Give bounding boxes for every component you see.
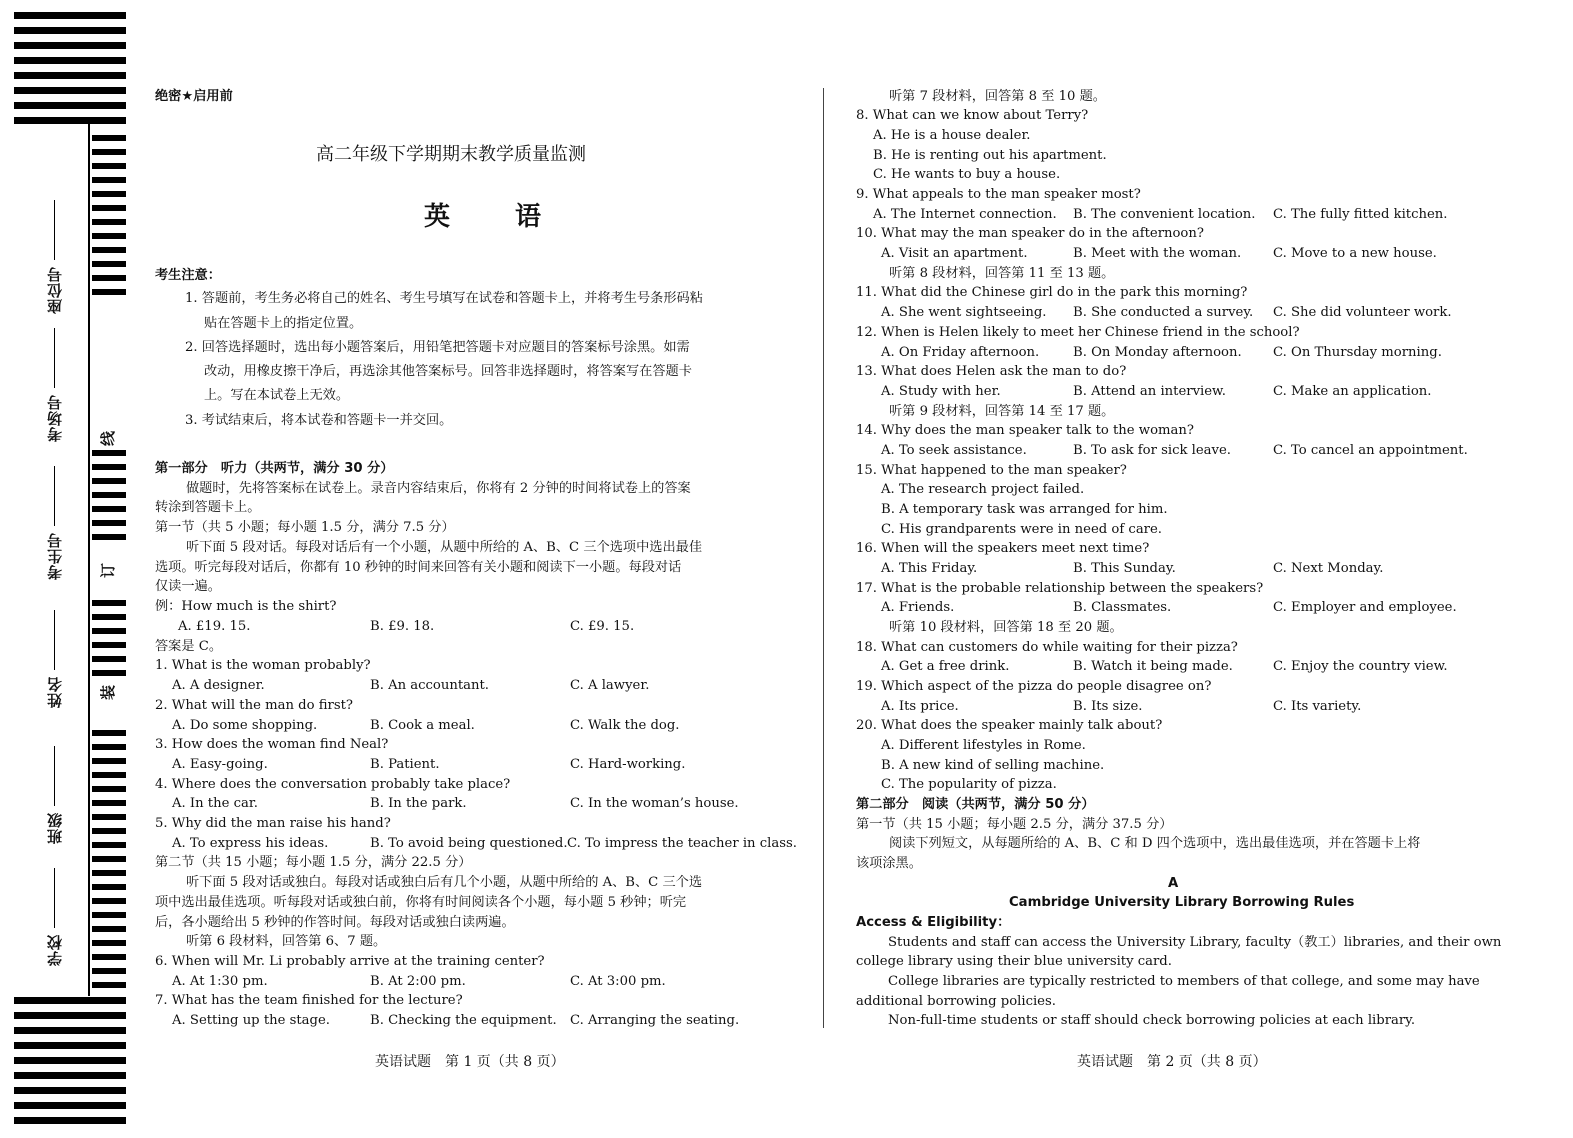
question: 9. What appeals to the man speaker most? <box>856 187 1141 202</box>
stripe <box>92 786 126 792</box>
student-number-label: 考生号 <box>46 532 64 580</box>
stripe <box>92 534 126 540</box>
stripe <box>92 828 126 834</box>
option: C. In the woman’s house. <box>570 796 739 811</box>
option: B. A temporary task was arranged for him. <box>881 502 1168 517</box>
name-field[interactable] <box>44 610 65 708</box>
part1-heading: 第一部分 听力（共两节，满分 30 分） <box>155 461 394 476</box>
stripe <box>92 800 126 806</box>
stripe <box>92 912 126 918</box>
passage-para: Non-full-time students or staff should check borrowing policies at each library. <box>888 1013 1416 1028</box>
stripe <box>14 57 126 64</box>
segment-heading: 听第 8 段材料，回答第 11 至 13 题。 <box>889 266 1115 281</box>
option: C. Make an application. <box>1273 384 1432 399</box>
stripe <box>92 450 126 456</box>
option: C. The fully fitted kitchen. <box>1273 207 1448 222</box>
seat-number-field[interactable] <box>44 200 65 314</box>
passage-para: Students and staff can access the University Library, faculty（教工）libraries, and their own <box>888 935 1502 950</box>
passage-para: additional borrowing policies. <box>856 994 1056 1009</box>
stripe <box>14 102 126 109</box>
passage-para: College libraries are typically restricted to members of that college, and some may have <box>888 974 1480 989</box>
stripe <box>14 1012 126 1019</box>
stripe <box>92 478 126 484</box>
option: C. At 3:00 pm. <box>570 974 666 989</box>
exam-room-label: 考场号 <box>46 394 64 442</box>
option: A. Friends. <box>881 600 955 615</box>
segment-heading: 听第 9 段材料，回答第 14 至 17 题。 <box>889 404 1115 419</box>
option: B. At 2:00 pm. <box>370 974 466 989</box>
section2-intro: 听下面 5 段对话或独白。每段对话或独白后有几个小题，从题中所给的 A、B、C 三个选 <box>186 875 703 890</box>
notice-item: 3. 考试结束后，将本试卷和答题卡一并交回。 <box>185 413 453 428</box>
stripe <box>92 884 126 890</box>
option: C. Its variety. <box>1273 699 1362 714</box>
stripe <box>92 870 126 876</box>
option: A. The research project failed. <box>881 482 1085 497</box>
option: B. Patient. <box>370 757 440 772</box>
option: C. To cancel an appointment. <box>1273 443 1468 458</box>
stripe <box>92 464 126 470</box>
part2-intro: 该项涂黑。 <box>856 856 922 871</box>
binding-mark-line: 线 <box>99 430 118 447</box>
notice-heading: 考生注意： <box>155 268 221 283</box>
stripe <box>92 772 126 778</box>
option: C. Enjoy the country view. <box>1273 659 1448 674</box>
stripe <box>14 1087 126 1094</box>
exam-title: 高二年级下学期期末教学质量监测 <box>316 144 586 165</box>
option: C. Next Monday. <box>1273 561 1384 576</box>
secret-label: 绝密★启用前 <box>155 89 233 104</box>
option: A. A designer. <box>172 678 265 693</box>
stripe <box>92 233 126 239</box>
option: B. Its size. <box>1073 699 1143 714</box>
stripe <box>92 954 126 960</box>
exam-room-field[interactable] <box>44 328 65 442</box>
page-footer-left: 英语试题 第 1 页（共 8 页） <box>375 1054 565 1070</box>
option: B. He is renting out his apartment. <box>873 148 1107 163</box>
stripe <box>14 12 126 19</box>
option: A. To express his ideas. <box>172 836 329 851</box>
stripe <box>14 1042 126 1049</box>
school-field[interactable] <box>44 868 65 966</box>
question: 3. How does the woman find Neal? <box>155 737 389 752</box>
option: A. He is a house dealer. <box>873 128 1031 143</box>
part1-intro: 转涂到答题卡上。 <box>155 500 261 515</box>
segment-heading: 听第 6 段材料，回答第 6、7 题。 <box>186 934 387 949</box>
binding-mark-bind: 装 <box>99 684 118 701</box>
stripe <box>92 898 126 904</box>
option: B. The convenient location. <box>1073 207 1256 222</box>
question: 1. What is the woman probably? <box>155 658 371 673</box>
stripe <box>92 614 126 620</box>
part1-intro: 做题时，先将答案标在试卷上。录音内容结束后，你将有 2 分钟的时间将试卷上的答案 <box>186 481 691 496</box>
option: A. This Friday. <box>881 561 978 576</box>
option: A. In the car. <box>172 796 258 811</box>
question: 13. What does Helen ask the man to do? <box>856 364 1127 379</box>
section1-intro: 选项。听完每段对话后，你都有 10 秒钟的时间来回答有关小题和阅读下一小题。每段对话 <box>155 560 682 575</box>
page-footer-right: 英语试题 第 2 页（共 8 页） <box>1077 1054 1267 1070</box>
passage-letter: A <box>1168 876 1179 891</box>
stripe <box>92 219 126 225</box>
example-question: 例：How much is the shirt? <box>155 599 337 614</box>
question: 15. What happened to the man speaker? <box>856 463 1127 478</box>
stripe <box>14 42 126 49</box>
stripe <box>92 275 126 281</box>
section2-heading: 第二节（共 15 小题；每小题 1.5 分，满分 22.5 分） <box>155 855 472 870</box>
stripe <box>92 758 126 764</box>
option: B. This Sunday. <box>1073 561 1176 576</box>
part2-section1-heading: 第一节（共 15 小题；每小题 2.5 分，满分 37.5 分） <box>856 817 1173 832</box>
stripe <box>92 628 126 634</box>
stripe <box>14 117 126 124</box>
option: A. To seek assistance. <box>881 443 1027 458</box>
question: 20. What does the speaker mainly talk about? <box>856 718 1163 733</box>
stripe <box>92 856 126 862</box>
option: A. Get a free drink. <box>881 659 1010 674</box>
segment-heading: 听第 10 段材料，回答第 18 至 20 题。 <box>889 620 1123 635</box>
notice-item: 2. 回答选择题时，选出每小题答案后，用铅笔把答题卡对应题目的答案标号涂黑。如需 <box>185 340 690 355</box>
stripe <box>92 842 126 848</box>
option: B. To ask for sick leave. <box>1073 443 1231 458</box>
stripe <box>92 744 126 750</box>
question: 17. What is the probable relationship between the speakers? <box>856 581 1264 596</box>
stripe <box>92 149 126 155</box>
option: C. Employer and employee. <box>1273 600 1457 615</box>
option: A. At 1:30 pm. <box>172 974 268 989</box>
option: C. The popularity of pizza. <box>881 777 1057 792</box>
question: 12. When is Helen likely to meet her Chinese friend in the school? <box>856 325 1300 340</box>
option: A. Study with her. <box>881 384 1001 399</box>
stripe <box>14 1072 126 1079</box>
stripe <box>92 205 126 211</box>
stripe <box>14 27 126 34</box>
option: A. On Friday afternoon. <box>881 345 1040 360</box>
binding-rule <box>88 124 90 996</box>
school-label: 学校 <box>46 934 64 966</box>
option: B. On Monday afternoon. <box>1073 345 1242 360</box>
section1-heading: 第一节（共 5 小题；每小题 1.5 分，满分 7.5 分） <box>155 520 455 535</box>
section2-intro: 后，各小题给出 5 秒钟的作答时间。每段对话或独白读两遍。 <box>155 915 515 930</box>
stripe <box>92 261 126 267</box>
part2-heading: 第二部分 阅读（共两节，满分 50 分） <box>856 797 1095 812</box>
part2-intro: 阅读下列短文，从每题所给的 A、B、C 和 D 四个选项中，选出最佳选项，并在答题卡上将 <box>889 836 1421 851</box>
question: 10. What may the man speaker do in the afternoon? <box>856 226 1204 241</box>
notice-item: 1. 答题前，考生务必将自己的姓名、考生号填写在试卷和答题卡上，并将考生号条形码粘 <box>185 291 703 306</box>
section1-intro: 听下面 5 段对话。每段对话后有一个小题，从题中所给的 A、B、C 三个选项中选出最佳 <box>186 540 703 555</box>
stripe <box>92 940 126 946</box>
option: A. Its price. <box>881 699 959 714</box>
stripe <box>14 1057 126 1064</box>
example-option: A. £19. 15. <box>178 619 251 634</box>
option: A. Different lifestyles in Rome. <box>881 738 1086 753</box>
option: A. Easy-going. <box>172 757 268 772</box>
section2-intro: 项中选出最佳选项。听每段对话或独白前，你将有时间阅读各个小题，每小题 5 秒钟；听完 <box>155 895 687 910</box>
option: B. Cook a meal. <box>370 718 475 733</box>
access-heading: Access & Eligibility： <box>856 915 1011 930</box>
option: B. Classmates. <box>1073 600 1172 615</box>
stripe <box>92 982 126 988</box>
example-option: B. £9. 18. <box>370 619 435 634</box>
option: C. A lawyer. <box>570 678 650 693</box>
option: B. Checking the equipment. <box>370 1013 557 1028</box>
question: 7. What has the team finished for the lecture? <box>155 993 463 1008</box>
subject-title: 英 语 <box>424 202 570 232</box>
stripe <box>92 191 126 197</box>
option: C. He wants to buy a house. <box>873 167 1061 182</box>
stripe <box>14 1027 126 1034</box>
option: A. Setting up the stage. <box>172 1013 330 1028</box>
option: C. To impress the teacher in class. <box>567 836 797 851</box>
question: 4. Where does the conversation probably take place? <box>155 777 511 792</box>
notice-item: 改动，用橡皮擦干净后，再选涂其他答案标号。回答非选择题时，将答案写在答题卡 <box>204 364 692 379</box>
page-divider <box>823 88 824 1028</box>
option: C. His grandparents were in need of care. <box>881 522 1162 537</box>
stripe <box>14 87 126 94</box>
passage-para: college library using their blue university card. <box>856 954 1172 969</box>
stripe <box>92 814 126 820</box>
option: A. The Internet connection. <box>873 207 1057 222</box>
passage-title: Cambridge University Library Borrowing Rules <box>1009 895 1355 910</box>
option: A. She went sightseeing. <box>881 305 1047 320</box>
question: 8. What can we know about Terry? <box>856 108 1089 123</box>
stripe <box>14 1102 126 1109</box>
question: 14. Why does the man speaker talk to the woman? <box>856 423 1194 438</box>
option: B. To avoid being questioned. <box>370 836 568 851</box>
class-label: 班级 <box>46 812 64 844</box>
stripe <box>92 135 126 141</box>
stripe <box>92 177 126 183</box>
example-answer: 答案是 C。 <box>155 639 223 654</box>
question: 18. What can customers do while waiting for their pizza? <box>856 640 1238 655</box>
stripe <box>92 163 126 169</box>
option: C. Move to a new house. <box>1273 246 1437 261</box>
option: B. An accountant. <box>370 678 489 693</box>
question: 2. What will the man do first? <box>155 698 353 713</box>
option: B. A new kind of selling machine. <box>881 758 1105 773</box>
stripe <box>14 72 126 79</box>
stripe <box>92 506 126 512</box>
stripe <box>92 926 126 932</box>
stripe <box>92 670 126 676</box>
option: C. Hard-working. <box>570 757 686 772</box>
stripe <box>92 492 126 498</box>
stripe <box>92 968 126 974</box>
stripe <box>92 247 126 253</box>
question: 19. Which aspect of the pizza do people disagree on? <box>856 679 1212 694</box>
seat-number-label: 座位号 <box>46 266 64 314</box>
option: B. Attend an interview. <box>1073 384 1226 399</box>
option: C. She did volunteer work. <box>1273 305 1452 320</box>
option: C. On Thursday morning. <box>1273 345 1442 360</box>
stripe <box>14 997 126 1004</box>
stripe <box>92 656 126 662</box>
segment-heading: 听第 7 段材料，回答第 8 至 10 题。 <box>889 89 1106 104</box>
option: B. She conducted a survey. <box>1073 305 1254 320</box>
section1-intro: 仅读一遍。 <box>155 579 221 594</box>
question: 11. What did the Chinese girl do in the park this morning? <box>856 285 1248 300</box>
option: A. Visit an apartment. <box>881 246 1028 261</box>
stripe <box>14 1117 126 1124</box>
stripe <box>92 600 126 606</box>
stripe <box>92 642 126 648</box>
option: B. In the park. <box>370 796 467 811</box>
binding-margin <box>0 0 130 1138</box>
option: C. Arranging the seating. <box>570 1013 740 1028</box>
question: 16. When will the speakers meet next time? <box>856 541 1150 556</box>
option: A. Do some shopping. <box>172 718 318 733</box>
stripe <box>92 289 126 295</box>
notice-item: 贴在答题卡上的指定位置。 <box>204 316 363 331</box>
binding-mark-staple: 订 <box>99 562 118 579</box>
class-field[interactable] <box>44 746 65 844</box>
question: 6. When will Mr. Li probably arrive at the training center? <box>155 954 545 969</box>
option: C. Walk the dog. <box>570 718 680 733</box>
question: 5. Why did the man raise his hand? <box>155 816 391 831</box>
option: B. Watch it being made. <box>1073 659 1233 674</box>
option: B. Meet with the woman. <box>1073 246 1242 261</box>
student-number-field[interactable] <box>44 466 65 580</box>
stripe <box>92 520 126 526</box>
notice-item: 上。写在本试卷上无效。 <box>204 388 350 403</box>
example-option: C. £9. 15. <box>570 619 635 634</box>
stripe <box>92 730 126 736</box>
name-label: 姓名 <box>46 676 64 708</box>
